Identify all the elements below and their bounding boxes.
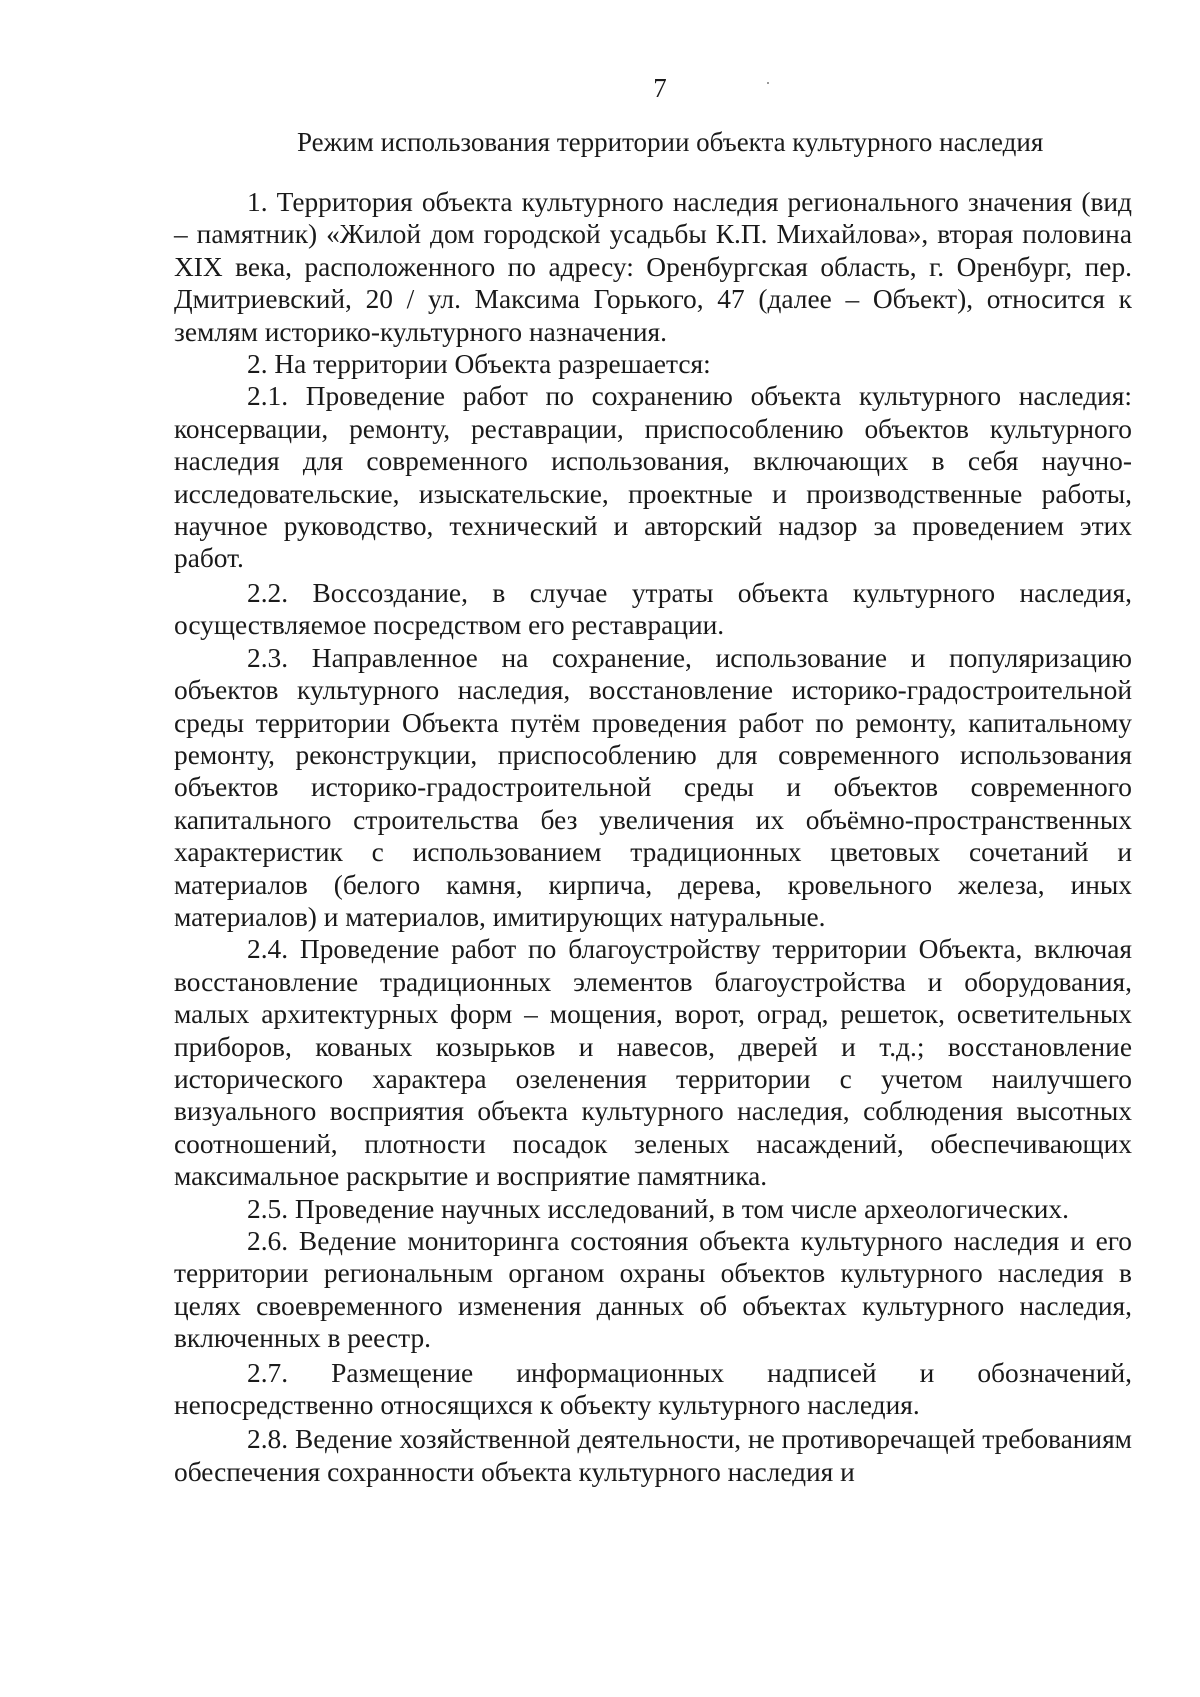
paragraph-2-1: 2.1. Проведение работ по сохранению объекта культурного наследия: консервации, ремонту, реставрации, приспособлению объектов культурного наследия для современного использования, включающих в себя научно-исследовательские, изыскательские, проектные и производственные работы, научное руководство, технический и авторский надзор за проведением этих работ.: [174, 381, 1132, 574]
paragraph-2-8: 2.8. Ведение хозяйственной деятельности, не противоречащей требованиям обеспечения сохранности объекта культурного наследия и: [174, 1424, 1132, 1487]
paragraph-permitted-intro: 2. На территории Объекта разрешается:: [247, 349, 711, 380]
document-body: [174, 186, 1132, 1488]
paragraph-2-7: 2.7. Размещение информационных надписей и обозначений, непосредственно относящихся к объекту культурного наследия.: [174, 1357, 1132, 1421]
paragraph-2-2: 2.2. Воссоздание, в случае утраты объекта культурного наследия, осуществляемое посредством его реставрации.: [174, 577, 1132, 641]
paragraph-2-5: 2.5. Проведение научных исследований, в том числе археологических.: [247, 1193, 1069, 1224]
paragraph-territory: 1. Территория объекта культурного наследия регионального значения (вид – памятник) «Жилой дом городской усадьбы К.П. Михайлова», вторая половина XIX века, расположенного по адресу: Оренбургская область, г. Оренбург, пер. Дмитриевский, 20 / ул. Максима Горького, 47 (далее – Объект), относится к землям историко-культурного назначения.: [174, 187, 1132, 347]
page-title: Режим использования территории объекта культурного наследия: [297, 127, 1044, 157]
page-number: 7: [653, 73, 667, 103]
paragraph-2-4: 2.4. Проведение работ по благоустройству территории Объекта, включая восстановление традиционных элементов благоустройства и оборудования, малых архитектурных форм – мощения, ворот, оград, решеток, осветительных приборов, кованых козырьков и навесов, дверей и т.д.; восстановление исторического характера озеленения территории с учетом наилучшего визуального восприятия объекта культурного наследия, соблюдения высотных соотношений, плотности посадок зеленых насаждений, обеспечивающих максимальное раскрытие и восприятие памятника.: [174, 934, 1132, 1192]
paragraph-2-6: 2.6. Ведение мониторинга состояния объекта культурного наследия и его территории региональным органом охраны объектов культурного наследия в целях своевременного изменения данных об объектах культурного наследия, включенных в реестр.: [174, 1226, 1132, 1354]
paragraph-2-3: 2.3. Направленное на сохранение, использование и популяризацию объектов культурного наследия, восстановление историко-градостроительной среды территории Объекта путём проведения работ по ремонту, капитальному ремонту, реконструкции, приспособлению для современного использования объектов историко-градостроительной среды и объектов современного капитального строительства без увеличения их объёмно-пространственных характеристик с использованием традиционных цветовых сочетаний и материалов (белого камня, кирпича, дерева, кровельного железа, иных материалов) и материалов, имитирующих натуральные.: [174, 642, 1132, 932]
scan-artifact: [767, 82, 769, 84]
